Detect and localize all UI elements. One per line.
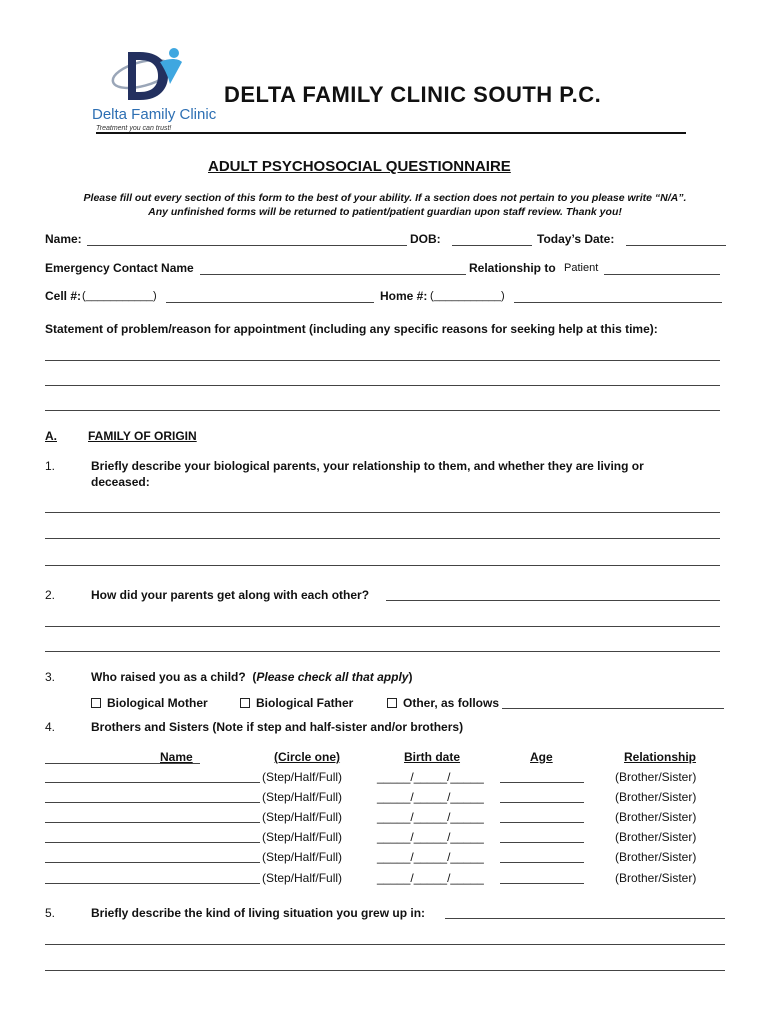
relationship-patient: Patient	[564, 262, 599, 274]
relationship-field[interactable]	[604, 274, 720, 275]
name-field[interactable]	[87, 245, 407, 246]
cell-field[interactable]	[166, 302, 374, 303]
checkbox-icon[interactable]	[240, 698, 250, 708]
emergency-label: Emergency Contact Name	[45, 261, 194, 275]
option-label: Biological Father	[256, 696, 354, 710]
sibling-name-field[interactable]	[45, 782, 260, 783]
statement-line-1[interactable]	[45, 360, 720, 361]
sibling-relationship[interactable]: (Brother/Sister)	[615, 871, 697, 885]
sibling-birthdate[interactable]: _____/_____/_____	[377, 790, 484, 804]
sibling-birthdate[interactable]: _____/_____/_____	[377, 871, 484, 885]
sibling-relationship[interactable]: (Brother/Sister)	[615, 850, 697, 864]
q1-line-2[interactable]	[45, 538, 720, 539]
q4-text: Brothers and Sisters (Note if step and half-sister and/or brothers)	[91, 720, 464, 734]
sibling-name-field[interactable]	[45, 822, 260, 823]
logo-text: Delta Family Clinic	[92, 106, 217, 123]
option-label: Biological Mother	[107, 696, 208, 710]
statement-line-3[interactable]	[45, 410, 720, 411]
col-header-relationship: Relationship	[624, 750, 697, 764]
sibling-relationship[interactable]: (Brother/Sister)	[615, 830, 697, 844]
sibling-age-field[interactable]	[500, 862, 584, 863]
relationship-label: Relationship to	[469, 261, 556, 275]
col-header-birthdate: Birth date	[404, 750, 461, 764]
clinic-name: DELTA FAMILY CLINIC SOUTH P.C.	[224, 82, 602, 107]
cell-label: Cell #:	[45, 289, 82, 303]
col-header-name: Name	[160, 750, 193, 764]
col-header-circle: (Circle one)	[274, 750, 341, 764]
statement-line-2[interactable]	[45, 385, 720, 386]
checkbox-icon[interactable]	[387, 698, 397, 708]
q1-line-3[interactable]	[45, 565, 720, 566]
q1-text-1: Briefly describe your biological parents, your relationship to them, and whether they are living or	[91, 459, 644, 473]
q3-hint-close: )	[408, 670, 413, 684]
section-a-title: FAMILY OF ORIGIN	[88, 429, 197, 443]
col-header-age: Age	[530, 750, 553, 764]
sibling-age-field[interactable]	[500, 822, 584, 823]
sibling-type[interactable]: (Step/Half/Full)	[262, 830, 343, 844]
sibling-type[interactable]: (Step/Half/Full)	[262, 810, 343, 824]
option-other[interactable]	[387, 696, 499, 710]
home-label: Home #:	[380, 289, 428, 303]
statement-label: Statement of problem/reason for appointment (including any specific reasons for seeking help at this time):	[45, 322, 658, 336]
logo-mark-icon	[82, 44, 217, 108]
q3-text	[91, 670, 412, 684]
sibling-birthdate[interactable]: _____/_____/_____	[377, 850, 484, 864]
sibling-age-field[interactable]	[500, 802, 584, 803]
q1-line-1[interactable]	[45, 512, 720, 513]
sibling-relationship[interactable]: (Brother/Sister)	[615, 790, 697, 804]
checkbox-icon[interactable]	[91, 698, 101, 708]
q5-line-2[interactable]	[45, 970, 725, 971]
logo-tagline: Treatment you can trust!	[96, 125, 172, 132]
clinic-logo	[82, 44, 217, 134]
intro-line-1: Please fill out every section of this form to the best of your ability. If a section does not pertain to you please write “N/A”.	[83, 192, 687, 204]
q3-hint-open: (	[252, 670, 257, 684]
q4-number: 4.	[45, 720, 56, 734]
header-rule	[96, 132, 686, 134]
sibling-birthdate[interactable]: _____/_____/_____	[377, 810, 484, 824]
q3-hint: Please check all that apply	[256, 670, 409, 684]
q5-field[interactable]	[445, 918, 725, 919]
home-area-code[interactable]: (___________)	[430, 290, 505, 302]
sibling-name-field[interactable]	[45, 842, 260, 843]
q2-field[interactable]	[386, 600, 720, 601]
q5-text: Briefly describe the kind of living situation you grew up in:	[91, 906, 426, 920]
sibling-birthdate[interactable]: _____/_____/_____	[377, 770, 484, 784]
dob-field[interactable]	[452, 245, 532, 246]
form-title: ADULT PSYCHOSOCIAL QUESTIONNAIRE	[208, 158, 511, 175]
sibling-name-field[interactable]	[45, 862, 260, 863]
today-field[interactable]	[626, 245, 726, 246]
q3-question: Who raised you as a child?	[91, 670, 246, 684]
q2-number: 2.	[45, 588, 56, 602]
intro-line-2: Any unfinished forms will be returned to patient/patient guardian upon staff review. Thank you!	[148, 206, 622, 218]
q5-line-1[interactable]	[45, 944, 725, 945]
q2-line-2[interactable]	[45, 651, 720, 652]
q1-number: 1.	[45, 459, 56, 473]
sibling-type[interactable]: (Step/Half/Full)	[262, 871, 343, 885]
sibling-type[interactable]: (Step/Half/Full)	[262, 850, 343, 864]
sibling-relationship[interactable]: (Brother/Sister)	[615, 770, 697, 784]
option-label: Other, as follows	[403, 696, 500, 710]
q2-line-1[interactable]	[45, 626, 720, 627]
emergency-field[interactable]	[200, 274, 466, 275]
dob-label: DOB:	[410, 232, 441, 246]
sibling-name-field[interactable]	[45, 883, 260, 884]
sibling-type[interactable]: (Step/Half/Full)	[262, 790, 343, 804]
section-a-letter: A.	[45, 429, 57, 443]
q3-number: 3.	[45, 670, 56, 684]
name-label: Name:	[45, 232, 82, 246]
q5-number: 5.	[45, 906, 56, 920]
q1-text-2: deceased:	[91, 475, 150, 489]
sibling-type[interactable]: (Step/Half/Full)	[262, 770, 343, 784]
sibling-age-field[interactable]	[500, 883, 584, 884]
sibling-name-field[interactable]	[45, 802, 260, 803]
q2-text: How did your parents get along with each other?	[91, 588, 370, 602]
sibling-relationship[interactable]: (Brother/Sister)	[615, 810, 697, 824]
cell-area-code[interactable]: (___________)	[82, 290, 157, 302]
option-biological-father[interactable]	[240, 696, 353, 710]
sibling-birthdate[interactable]: _____/_____/_____	[377, 830, 484, 844]
sibling-age-field[interactable]	[500, 842, 584, 843]
today-label: Today’s Date:	[537, 232, 615, 246]
option-biological-mother[interactable]	[91, 696, 208, 710]
home-field[interactable]	[514, 302, 722, 303]
other-field[interactable]	[502, 708, 724, 709]
sibling-age-field[interactable]	[500, 782, 584, 783]
